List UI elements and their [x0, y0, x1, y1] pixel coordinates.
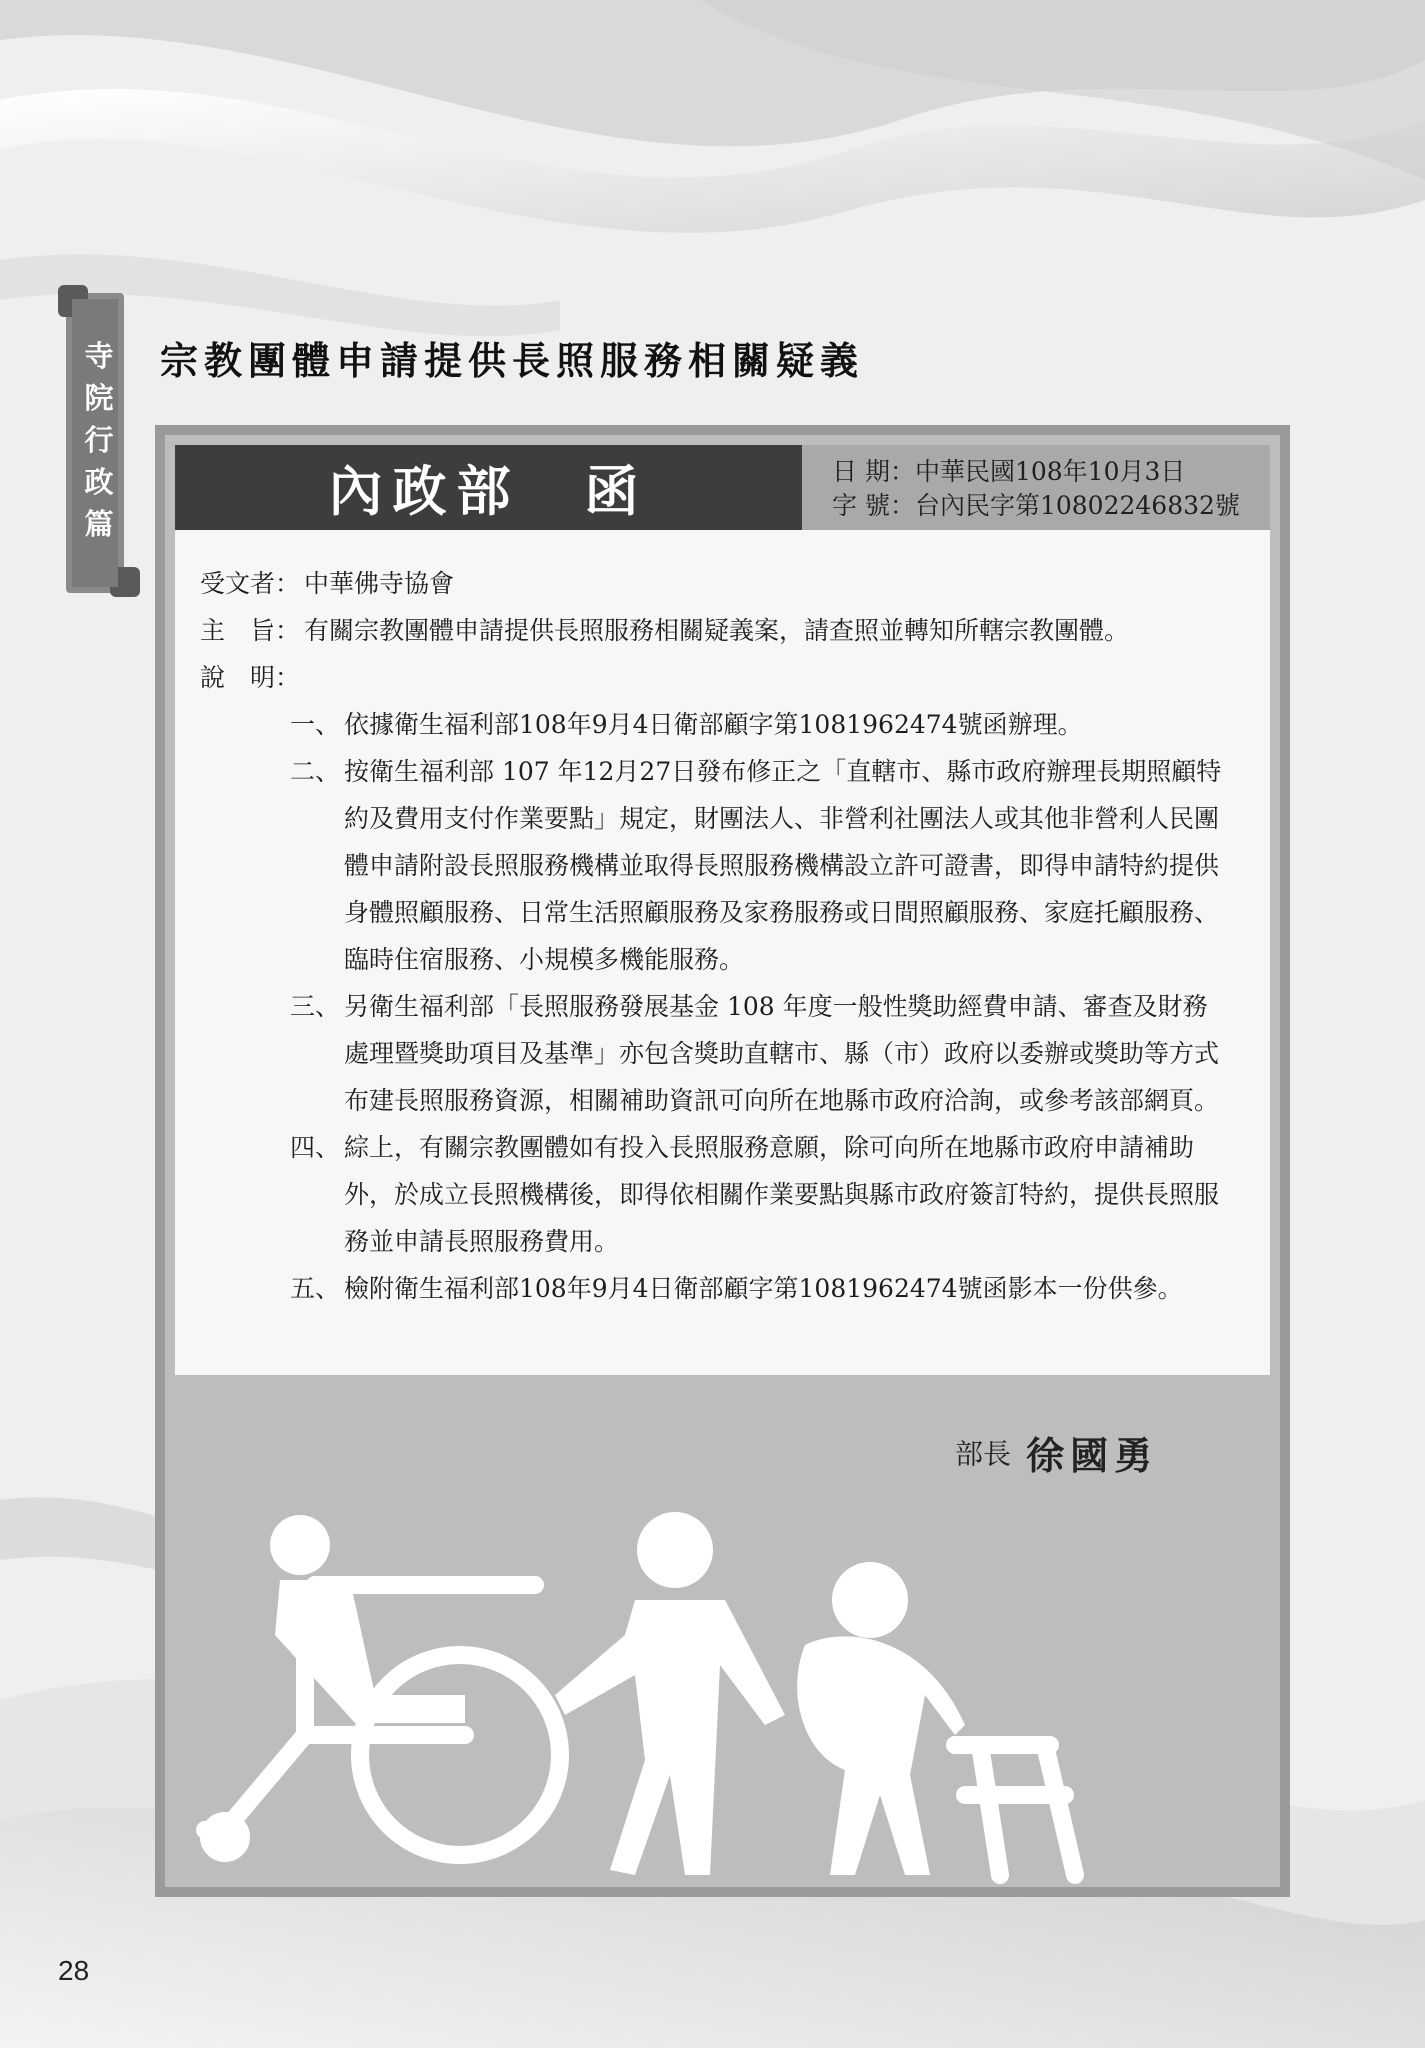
- page-title: 宗教團體申請提供長照服務相關疑義: [160, 338, 865, 383]
- letter-date-row: [832, 455, 1270, 489]
- item-number: 三、: [290, 992, 341, 1021]
- item-number: 一、: [290, 710, 341, 739]
- explanation-label: 說 明：: [200, 663, 301, 692]
- letter-date-value: 中華民國108年10月3日: [914, 457, 1186, 486]
- letter-meta-box: [802, 445, 1270, 530]
- letter-issuer-header: 內政部 函: [175, 445, 802, 530]
- subject-label: 主 旨：: [200, 616, 301, 645]
- letter-ref-row: [832, 489, 1270, 523]
- section-tab-char: 行: [84, 423, 114, 457]
- section-tab-char: 篇: [84, 507, 114, 541]
- item-number: 四、: [290, 1133, 341, 1162]
- explanation-row: [200, 654, 1240, 701]
- letter-ref-value: 台內民字第10802246832號: [914, 491, 1240, 520]
- item-number: 五、: [290, 1274, 341, 1303]
- item-text: 另衛生福利部「長照服務發展基金 108 年度一般性獎助經費申請、審查及財務處理暨獎助項目及基準」亦包含獎助直轄市、縣（市）政府以委辦或獎助等方式布建長照服務資源，相關補助資訊可向所在地縣市政府洽詢，或參考該部網頁。: [344, 992, 1220, 1115]
- subject-row: [200, 607, 1240, 654]
- item-number: 二、: [290, 757, 341, 786]
- recipient-value: 中華佛寺協會: [304, 569, 455, 598]
- section-tab-char: 政: [84, 465, 114, 499]
- explanation-item: [290, 983, 1240, 1124]
- explanation-item: [290, 701, 1240, 748]
- letter-date-label: 日 期：: [832, 457, 915, 486]
- item-text: 按衛生福利部 107 年12月27日發布修正之「直轄市、縣市政府辦理長期照顧特約及費用支付作業要點」規定，財團法人、非營利社團法人或其他非營利人民團體申請附設長照服務機構並取得長照服務機構設立許可證書，即得申請特約提供身體照顧服務、日常生活照顧服務及家務服務或日間照顧服務、家庭托顧服務、臨時住宿服務、小規模多機能服務。: [344, 757, 1222, 974]
- letter-ref-label: 字 號：: [832, 491, 915, 520]
- recipient-row: [200, 560, 1240, 607]
- section-tab-char: 院: [84, 381, 114, 415]
- signature-block: [955, 1425, 1158, 1480]
- section-tab-label: [64, 335, 134, 545]
- explanation-item: [290, 748, 1240, 983]
- section-tab-char: 寺: [84, 339, 114, 373]
- item-text: 檢附衛生福利部108年9月4日衛部顧字第1081962474號函影本一份供參。: [344, 1274, 1183, 1303]
- item-text: 依據衛生福利部108年9月4日衛部顧字第1081962474號函辦理。: [344, 710, 1083, 739]
- recipient-label: 受文者：: [200, 569, 301, 598]
- subject-value: 有關宗教團體申請提供長照服務相關疑義案，請查照並轉知所轄宗教團體。: [304, 616, 1130, 645]
- explanation-item: [290, 1124, 1240, 1265]
- signature-title: 部長: [955, 1437, 1012, 1471]
- item-text: 綜上，有關宗教團體如有投入長照服務意願，除可向所在地縣市政府申請補助外，於成立長照機構後，即得依相關作業要點與縣市政府簽訂特約，提供長照服務並申請長照服務費用。: [344, 1133, 1220, 1256]
- letter-body: [200, 560, 1240, 1312]
- page-number: 28: [58, 1955, 90, 1986]
- explanation-item: [290, 1265, 1240, 1312]
- signature-name: 徐國勇: [1026, 1433, 1159, 1478]
